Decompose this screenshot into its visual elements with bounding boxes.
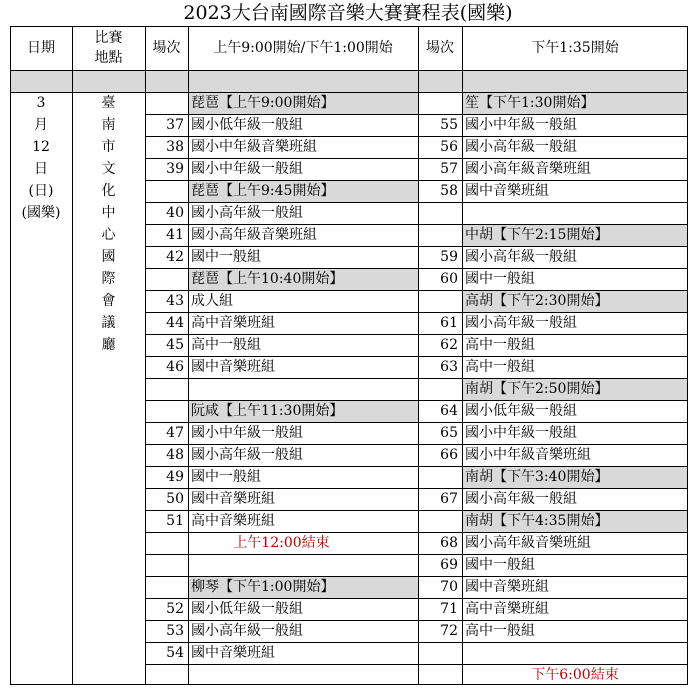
row-divider [145, 136, 688, 137]
afternoon-end-note: 下午6:00結束 [531, 667, 619, 683]
venue-char: 南 [101, 117, 116, 133]
left-event-cell: 國中一般組 [191, 469, 261, 485]
header-spacer-band [10, 70, 688, 92]
venue-char: 心 [101, 227, 116, 243]
row-divider [145, 202, 688, 203]
left-seq-cell: 37 [166, 117, 184, 133]
right-seq-cell: 65 [440, 425, 458, 441]
row-divider [145, 180, 688, 181]
row-divider [145, 268, 688, 269]
row-divider [145, 224, 688, 225]
schedule-table [10, 26, 688, 685]
right-seq-cell [418, 466, 462, 488]
right-event-cell: 國小高年級一般組 [465, 491, 577, 507]
row-divider [145, 664, 688, 665]
left-seq-cell: 42 [166, 249, 184, 265]
right-event-cell: 國中一般組 [465, 271, 535, 287]
left-event-cell: 國中音樂班組 [191, 491, 275, 507]
row-divider [145, 510, 688, 511]
row-divider [145, 444, 688, 445]
venue-char: 中 [101, 205, 116, 221]
row-divider [145, 312, 688, 313]
right-seq-cell [418, 224, 462, 246]
right-seq-cell: 55 [440, 117, 458, 133]
row-divider [145, 246, 688, 247]
right-event-cell [462, 642, 688, 664]
left-seq-cell [145, 400, 188, 422]
left-event-cell: 國中音樂班組 [191, 359, 275, 375]
right-event-cell: 國中音樂班組 [465, 183, 549, 199]
left-seq-cell [145, 268, 188, 290]
right-event-cell: 國小高年級音樂班組 [465, 535, 591, 551]
right-seq-cell: 70 [440, 579, 458, 595]
right-event-cell: 國中音樂班組 [465, 579, 549, 595]
left-seq-cell: 44 [166, 315, 184, 331]
left-seq-cell: 51 [166, 513, 184, 529]
right-event-cell: 國小低年級一般組 [465, 403, 577, 419]
left-seq-cell: 52 [166, 601, 184, 617]
left-section-heading: 柳琴【下午1:00開始】 [188, 576, 418, 598]
left-seq-cell [145, 576, 188, 598]
row-divider [145, 422, 688, 423]
right-seq-cell: 68 [440, 535, 458, 551]
venue-char: 議 [101, 315, 116, 331]
right-event-cell: 國小高年級一般組 [465, 139, 577, 155]
right-seq-cell: 61 [440, 315, 458, 331]
left-event-cell: 國小高年級一般組 [191, 447, 303, 463]
right-event-cell: 國小中年級一般組 [465, 425, 577, 441]
venue-column [72, 92, 145, 356]
left-seq-cell [145, 378, 188, 400]
right-event-cell: 國小高年級一般組 [465, 249, 577, 265]
left-seq-cell: 41 [166, 227, 184, 243]
table-left-border [10, 26, 11, 685]
row-divider [145, 554, 688, 555]
left-event-cell: 國小低年級一般組 [191, 601, 303, 617]
row-divider [145, 334, 688, 335]
left-event-cell: 國小中年級一般組 [191, 161, 303, 177]
row-divider [145, 400, 688, 401]
venue-char: 會 [101, 293, 116, 309]
left-seq-cell: 49 [166, 469, 184, 485]
left-seq-cell: 47 [166, 425, 184, 441]
right-event-cell: 高中音樂班組 [465, 601, 549, 617]
left-event-cell [188, 664, 418, 685]
column-divider [72, 26, 73, 685]
left-event-cell: 國小高年級音樂班組 [191, 227, 317, 243]
row-divider [145, 158, 688, 159]
right-seq-cell [418, 92, 462, 114]
venue-char: 市 [101, 139, 116, 155]
left-seq-cell: 40 [166, 205, 184, 221]
date-char: (國樂) [21, 205, 61, 221]
left-event-cell: 國小高年級一般組 [191, 205, 303, 221]
left-seq-cell [145, 92, 188, 114]
right-section-heading: 中胡【下午2:15開始】 [462, 224, 688, 246]
row-divider [145, 356, 688, 357]
venue-char: 際 [101, 271, 116, 287]
right-seq-cell: 56 [440, 139, 458, 155]
date-column [10, 92, 72, 224]
left-seq-cell: 39 [166, 161, 184, 177]
venue-char: 廳 [101, 337, 116, 353]
right-event-cell: 高中一般組 [465, 359, 535, 375]
right-seq-cell: 58 [440, 183, 458, 199]
right-event-cell: 國小高年級音樂班組 [465, 161, 591, 177]
right-seq-cell [418, 290, 462, 312]
table-bottom-border [10, 684, 688, 685]
left-seq-cell: 48 [166, 447, 184, 463]
left-seq-cell: 45 [166, 337, 184, 353]
left-event-cell [188, 378, 418, 400]
right-event-cell: 高中一般組 [465, 337, 535, 353]
right-event-cell: 國小中年級音樂班組 [465, 447, 591, 463]
row-divider [145, 620, 688, 621]
page-title: 2023大台南國際音樂大賽賽程表(國樂) [183, 2, 513, 24]
row-divider [145, 642, 688, 643]
left-event-cell [188, 554, 418, 576]
right-seq-cell: 59 [440, 249, 458, 265]
row-divider [145, 114, 688, 115]
date-char: 3 [36, 95, 46, 111]
header-venue [72, 26, 145, 70]
header-seq-right: 場次 [426, 40, 454, 56]
morning-end-note: 上午12:00結束 [233, 535, 330, 551]
row-divider [145, 532, 688, 533]
right-seq-cell: 62 [440, 337, 458, 353]
right-event-cell: 國小中年級一般組 [465, 117, 577, 133]
right-seq-cell: 64 [440, 403, 458, 419]
date-char: 日 [34, 161, 48, 177]
left-seq-cell [145, 180, 188, 202]
left-event-cell: 國小中年級一般組 [191, 425, 303, 441]
left-event-cell: 國小低年級一般組 [191, 117, 303, 133]
left-event-cell: 高中音樂班組 [191, 513, 275, 529]
right-section-heading: 南胡【下午3:40開始】 [462, 466, 688, 488]
header-time-right: 下午1:35開始 [531, 40, 619, 56]
left-seq-cell [145, 664, 188, 685]
row-divider [145, 466, 688, 467]
left-event-cell: 高中一般組 [191, 337, 261, 353]
right-seq-cell [418, 664, 462, 685]
right-event-cell [462, 202, 688, 224]
left-section-heading: 阮咸【上午11:30開始】 [188, 400, 418, 422]
left-seq-cell: 46 [166, 359, 184, 375]
right-section-heading: 高胡【下午2:30開始】 [462, 290, 688, 312]
header-time-left: 上午9:00開始/下午1:00開始 [213, 40, 393, 56]
right-seq-cell: 72 [440, 623, 458, 639]
right-seq-cell [418, 378, 462, 400]
left-event-cell: 國小高年級一般組 [191, 623, 303, 639]
left-event-cell: 國中一般組 [191, 249, 261, 265]
left-section-heading: 琵琶【上午9:00開始】 [188, 92, 418, 114]
left-seq-cell: 38 [166, 139, 184, 155]
right-seq-cell: 71 [440, 601, 458, 617]
date-char: (日) [28, 183, 54, 199]
right-seq-cell [418, 510, 462, 532]
table-top-border [10, 26, 688, 27]
header-date: 日期 [27, 40, 55, 56]
left-seq-cell: 50 [166, 491, 184, 507]
left-section-heading: 琵琶【上午9:45開始】 [188, 180, 418, 202]
left-event-cell: 高中音樂班組 [191, 315, 275, 331]
right-event-cell: 高中一般組 [465, 623, 535, 639]
venue-char: 臺 [101, 95, 116, 111]
right-seq-cell: 69 [440, 557, 458, 573]
right-event-cell: 國小高年級一般組 [465, 315, 577, 331]
left-event-cell: 國小中年級音樂班組 [191, 139, 317, 155]
left-event-cell: 國中音樂班組 [191, 645, 275, 661]
band-bottom-line [10, 92, 688, 93]
row-divider [145, 378, 688, 379]
left-section-heading: 琵琶【上午10:40開始】 [188, 268, 418, 290]
header-bottom-line [10, 70, 688, 71]
row-divider [145, 576, 688, 577]
right-seq-cell: 67 [440, 491, 458, 507]
row-divider [145, 488, 688, 489]
right-section-heading: 南胡【下午2:50開始】 [462, 378, 688, 400]
row-divider [145, 290, 688, 291]
right-seq-cell [418, 202, 462, 224]
right-seq-cell: 63 [440, 359, 458, 375]
venue-char: 國 [101, 249, 116, 265]
right-event-cell: 國中一般組 [465, 557, 535, 573]
right-seq-cell [418, 642, 462, 664]
right-section-heading: 笙【下午1:30開始】 [462, 92, 688, 114]
header-seq-left: 場次 [152, 40, 181, 56]
row-divider [145, 598, 688, 599]
left-event-cell: 成人組 [191, 293, 233, 309]
venue-char: 文 [101, 161, 116, 177]
left-seq-cell [145, 554, 188, 576]
left-seq-cell: 53 [166, 623, 184, 639]
right-seq-cell: 66 [440, 447, 458, 463]
left-seq-cell: 54 [166, 645, 184, 661]
left-seq-cell: 43 [166, 293, 184, 309]
right-section-heading: 南胡【下午4:35開始】 [462, 510, 688, 532]
header-venue-line2: 地點 [94, 50, 123, 66]
date-char: 12 [32, 139, 50, 155]
right-seq-cell: 57 [440, 161, 458, 177]
right-seq-cell: 60 [440, 271, 458, 287]
header-venue-line1: 比賽 [94, 30, 123, 46]
venue-char: 化 [101, 183, 116, 199]
date-char: 月 [34, 117, 48, 133]
